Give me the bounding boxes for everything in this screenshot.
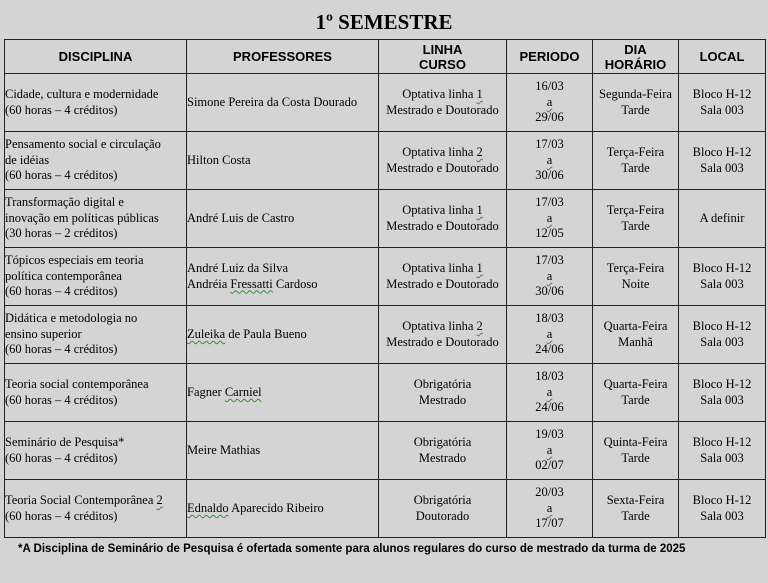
cell-disciplina-line: política contemporânea: [5, 268, 122, 283]
cell-periodo: [507, 248, 593, 306]
cell-professores-line: Hilton Costa: [187, 152, 251, 167]
cell-local-line: Bloco H-12: [692, 377, 752, 391]
cell-disciplina-line: (60 horas – 4 créditos): [5, 450, 118, 465]
cell-disciplina: [5, 364, 187, 422]
cell-dia-horario-line: Terça-Feira: [606, 145, 665, 159]
schedule-body: [5, 74, 766, 538]
cell-disciplina-line: (60 horas – 4 créditos): [5, 168, 118, 183]
cell-professores-line: Fagner Carniel: [187, 384, 262, 399]
cell-periodo-line: a: [546, 326, 553, 341]
cell-dia-horario-line: Sexta-Feira: [606, 493, 665, 507]
footnote: *A Disciplina de Seminário de Pesquisa é ofertada somente para alunos regulares do curso de mestrado da turma de 2025: [18, 543, 686, 555]
cell-professores: [187, 480, 379, 538]
cell-periodo-line: 24/06: [535, 400, 564, 415]
cell-dia-horario-line: Tarde: [621, 218, 650, 233]
cell-periodo: [507, 74, 593, 132]
cell-periodo-line: 30/06: [535, 284, 564, 299]
cell-dia-horario: [593, 306, 679, 364]
cell-linha-curso-line: Mestrado e Doutorado: [386, 276, 499, 291]
schedule-table: [4, 39, 766, 538]
cell-local-line: Bloco H-12: [692, 261, 752, 275]
cell-periodo-line: 17/03: [535, 137, 564, 152]
cell-professores-line: Meire Mathias: [187, 442, 261, 457]
cell-disciplina-line: (60 horas – 4 créditos): [5, 508, 118, 523]
table-row: [5, 74, 766, 132]
cell-periodo-line: a: [546, 384, 553, 399]
cell-local-line: Sala 003: [700, 450, 744, 465]
cell-disciplina: [5, 306, 187, 364]
table-row: [5, 364, 766, 422]
cell-dia-horario-line: Tarde: [621, 450, 650, 465]
cell-professores-line: Andréia Fressatti Cardoso: [187, 276, 318, 291]
cell-local-line: Sala 003: [700, 508, 744, 523]
table-row: [5, 190, 766, 248]
cell-linha-curso-line: Obrigatória: [413, 493, 472, 507]
cell-periodo-line: 17/03: [535, 253, 564, 268]
cell-periodo-line: a: [546, 500, 553, 515]
cell-dia-horario-line: Manhã: [618, 334, 653, 349]
cell-linha-curso: [379, 132, 507, 190]
cell-disciplina-line: Seminário de Pesquisa*: [5, 435, 125, 449]
cell-dia-horario-line: Quarta-Feira: [603, 319, 668, 333]
header-local: LOCAL: [679, 40, 766, 74]
cell-professores: [187, 74, 379, 132]
cell-dia-horario: [593, 480, 679, 538]
cell-linha-curso: [379, 422, 507, 480]
page-title: 1º SEMESTRE: [315, 10, 453, 34]
table-row: [5, 248, 766, 306]
cell-local-line: Sala 003: [700, 334, 744, 349]
cell-periodo-line: 29/06: [535, 110, 564, 125]
cell-local: [679, 190, 766, 248]
cell-local: [679, 364, 766, 422]
cell-disciplina-line: Teoria social contemporânea: [5, 377, 149, 391]
cell-dia-horario-line: Tarde: [621, 508, 650, 523]
cell-dia-horario-line: Quarta-Feira: [603, 377, 668, 391]
cell-disciplina-line: de idéias: [5, 152, 50, 167]
cell-professores: [187, 364, 379, 422]
cell-periodo-line: a: [546, 94, 553, 109]
cell-linha-curso-line: Obrigatória: [413, 377, 472, 391]
cell-linha-curso: [379, 74, 507, 132]
cell-dia-horario: [593, 132, 679, 190]
cell-periodo-line: a: [546, 442, 553, 457]
table-row: [5, 480, 766, 538]
cell-periodo-line: a: [546, 210, 553, 225]
cell-professores: [187, 132, 379, 190]
cell-disciplina-line: Transformação digital e: [5, 195, 124, 210]
cell-periodo-line: 02/07: [535, 458, 564, 473]
cell-periodo-line: 17/03: [535, 195, 564, 210]
cell-linha-curso-line: Mestrado: [418, 392, 467, 407]
cell-local: [679, 306, 766, 364]
cell-dia-horario-line: Terça-Feira: [606, 261, 665, 275]
cell-dia-horario: [593, 248, 679, 306]
cell-linha-curso-line: Optativa linha 1: [402, 203, 483, 217]
cell-professores-line: Zuleika de Paula Bueno: [187, 326, 307, 341]
cell-disciplina-line: (30 horas – 2 créditos): [5, 226, 118, 241]
cell-linha-curso-line: Optativa linha 1: [402, 261, 483, 275]
cell-linha-curso-line: Mestrado e Doutorado: [386, 102, 499, 117]
cell-disciplina-line: inovação em políticas públicas: [5, 210, 159, 225]
cell-periodo: [507, 190, 593, 248]
header-row: [5, 40, 766, 74]
cell-linha-curso: [379, 306, 507, 364]
cell-linha-curso-line: Doutorado: [415, 508, 470, 523]
cell-local: [679, 248, 766, 306]
cell-disciplina-line: Pensamento social e circulação: [5, 137, 161, 152]
cell-linha-curso: [379, 248, 507, 306]
cell-dia-horario: [593, 364, 679, 422]
cell-professores-line: André Luiz da Silva: [187, 261, 289, 275]
cell-local-line: Bloco H-12: [692, 145, 752, 159]
cell-disciplina: [5, 190, 187, 248]
cell-periodo-line: 17/07: [535, 516, 564, 531]
cell-professores: [187, 248, 379, 306]
cell-dia-horario: [593, 74, 679, 132]
cell-local-line: Bloco H-12: [692, 493, 752, 507]
cell-dia-horario-line: Tarde: [621, 160, 650, 175]
cell-professores-line: Simone Pereira da Costa Dourado: [187, 94, 358, 109]
cell-professores: [187, 190, 379, 248]
cell-disciplina-line: Teoria Social Contemporânea 2: [5, 493, 163, 507]
cell-periodo-line: 12/05: [535, 226, 564, 241]
cell-linha-curso-line: Mestrado e Doutorado: [386, 334, 499, 349]
cell-periodo-line: a: [546, 152, 553, 167]
cell-periodo: [507, 422, 593, 480]
cell-local-line: A definir: [699, 210, 745, 225]
cell-disciplina: [5, 480, 187, 538]
cell-local-line: Bloco H-12: [692, 87, 752, 101]
cell-disciplina-line: Cidade, cultura e modernidade: [5, 87, 159, 101]
cell-disciplina: [5, 132, 187, 190]
cell-disciplina: [5, 74, 187, 132]
cell-dia-horario-line: Tarde: [621, 102, 650, 117]
header-linha: LINHA: [422, 41, 463, 57]
cell-dia-horario: [593, 422, 679, 480]
cell-linha-curso-line: Optativa linha 2: [402, 319, 483, 333]
cell-disciplina-line: Tópicos especiais em teoria: [5, 253, 144, 268]
cell-local-line: Bloco H-12: [692, 435, 752, 449]
header-linha-curso: [379, 40, 507, 74]
cell-disciplina-line: (60 horas – 4 créditos): [5, 102, 118, 117]
cell-dia-horario-line: Terça-Feira: [606, 203, 665, 217]
cell-local: [679, 480, 766, 538]
cell-periodo-line: 24/06: [535, 342, 564, 357]
header-curso: CURSO: [419, 56, 466, 72]
cell-disciplina-line: ensino superior: [5, 326, 82, 341]
cell-disciplina: [5, 422, 187, 480]
cell-linha-curso-line: Mestrado: [418, 450, 467, 465]
cell-periodo-line: 20/03: [535, 485, 564, 500]
cell-local-line: Bloco H-12: [692, 319, 752, 333]
cell-dia-horario-line: Segunda-Feira: [599, 87, 672, 101]
cell-linha-curso: [379, 190, 507, 248]
cell-dia-horario-line: Quinta-Feira: [603, 435, 668, 449]
header-dia: DIA: [624, 41, 647, 57]
cell-periodo-line: 16/03: [535, 79, 564, 94]
cell-disciplina-line: Didática e metodologia no: [5, 311, 138, 326]
cell-periodo-line: 18/03: [535, 369, 564, 384]
cell-dia-horario: [593, 190, 679, 248]
cell-linha-curso-line: Optativa linha 2: [402, 145, 483, 159]
cell-periodo: [507, 306, 593, 364]
cell-dia-horario-line: Noite: [621, 276, 650, 291]
cell-professores: [187, 422, 379, 480]
cell-periodo-line: 30/06: [535, 168, 564, 183]
cell-local-line: Sala 003: [700, 276, 744, 291]
table-row: [5, 306, 766, 364]
cell-professores-line: André Luis de Castro: [187, 210, 295, 225]
cell-dia-horario-line: Tarde: [621, 392, 650, 407]
cell-local-line: Sala 003: [700, 392, 744, 407]
header-disciplina: DISCIPLINA: [5, 40, 187, 74]
cell-disciplina-line: (60 horas – 4 créditos): [5, 342, 118, 357]
cell-disciplina: [5, 248, 187, 306]
cell-local: [679, 74, 766, 132]
cell-periodo-line: 19/03: [535, 427, 564, 442]
cell-linha-curso-line: Mestrado e Doutorado: [386, 160, 499, 175]
table-row: [5, 132, 766, 190]
cell-linha-curso: [379, 480, 507, 538]
cell-periodo: [507, 480, 593, 538]
header-dia-horario: [593, 40, 679, 74]
cell-periodo: [507, 364, 593, 422]
cell-linha-curso-line: Obrigatória: [413, 435, 472, 449]
cell-professores: [187, 306, 379, 364]
cell-linha-curso-line: Optativa linha 1: [402, 87, 483, 101]
header-periodo: PERIODO: [507, 40, 593, 74]
table-row: [5, 422, 766, 480]
cell-disciplina-line: (60 horas – 4 créditos): [5, 284, 118, 299]
cell-periodo-line: 18/03: [535, 311, 564, 326]
header-horario: HORÁRIO: [604, 56, 667, 72]
cell-local-line: Sala 003: [700, 160, 744, 175]
cell-local: [679, 422, 766, 480]
cell-local: [679, 132, 766, 190]
cell-linha-curso-line: Mestrado e Doutorado: [386, 218, 499, 233]
cell-periodo-line: a: [546, 268, 553, 283]
cell-professores-line: Ednaldo Aparecido Ribeiro: [187, 500, 324, 515]
header-professores: PROFESSORES: [187, 40, 379, 74]
cell-linha-curso: [379, 364, 507, 422]
cell-local-line: Sala 003: [700, 102, 744, 117]
cell-periodo: [507, 132, 593, 190]
cell-disciplina-line: (60 horas – 4 créditos): [5, 392, 118, 407]
